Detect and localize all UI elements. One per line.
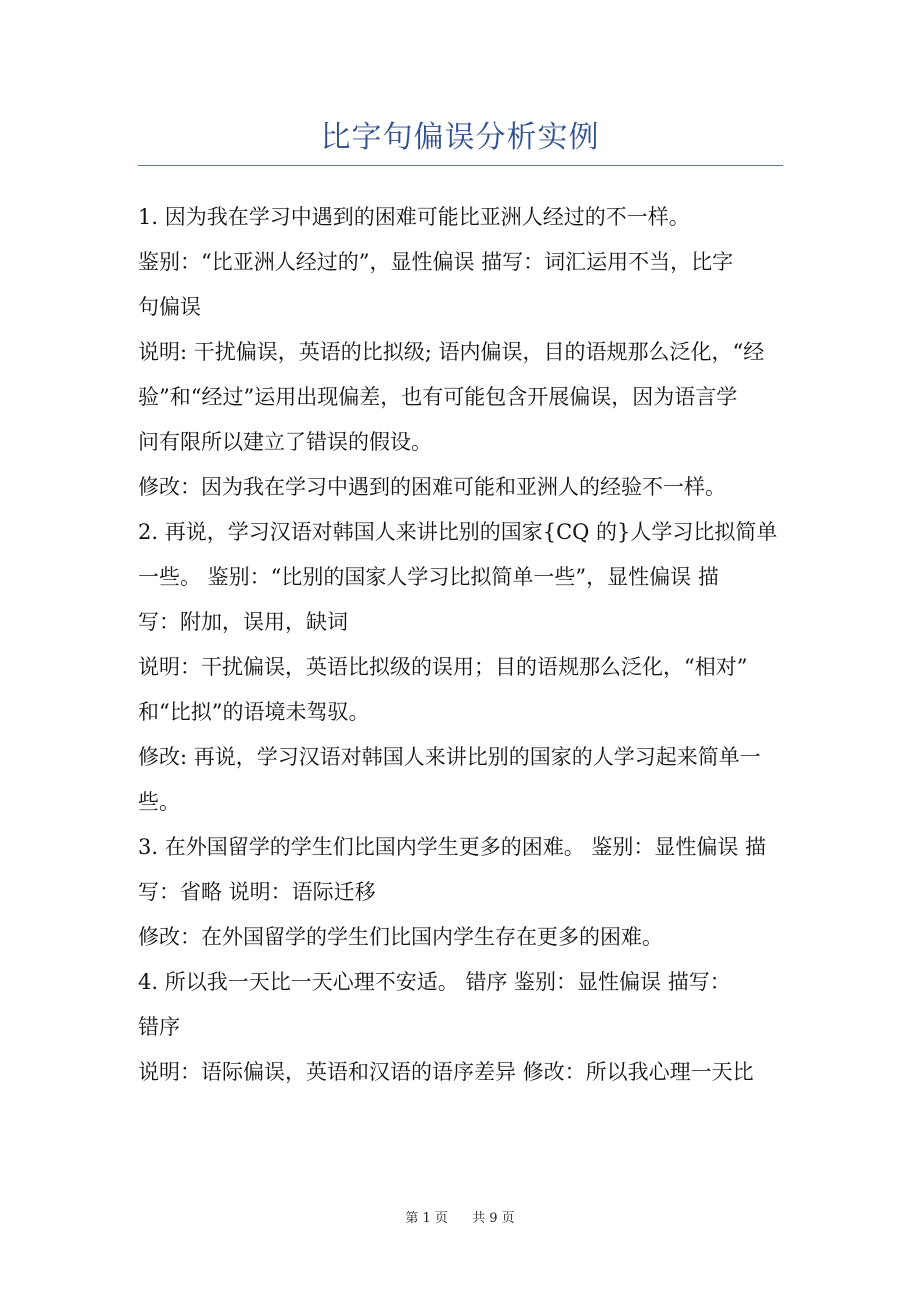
document-title: 比字句偏误分析实例 bbox=[320, 120, 600, 155]
body-line: 说明：语际偏误，英语和汉语的语序差异 修改：所以我心理一天比 bbox=[138, 1060, 754, 1084]
page-total: 共 9 页 bbox=[472, 1211, 515, 1226]
body-line: 错序 bbox=[138, 1015, 180, 1039]
body-line: 2. 再说，学习汉语对韩国人来讲比别的国家{CQ 的}人学习比拟简单 bbox=[138, 520, 778, 544]
page-footer bbox=[0, 1207, 920, 1226]
body-line: 句偏误 bbox=[138, 295, 201, 319]
body-line: 4. 所以我一天比一天心理不安适。 错序 鉴别：显性偏误 描写： bbox=[138, 970, 731, 994]
body-line: 验”和“经过”运用出现偏差，也有可能包含开展偏误，因为语言学 bbox=[138, 385, 738, 409]
body-line: 说明: 干扰偏误，英语的比拟级; 语内偏误，目的语规那么泛化，“经 bbox=[138, 340, 765, 364]
body-line: 和“比拟”的语境未驾驭。 bbox=[138, 700, 370, 724]
body-line: 修改：在外国留学的学生们比国内学生存在更多的困难。 bbox=[138, 925, 663, 949]
body-line: 3. 在外国留学的学生们比国内学生更多的困难。 鉴别：显性偏误 描 bbox=[138, 835, 767, 859]
body-line: 说明：干扰偏误，英语比拟级的误用；目的语规那么泛化，“相对” bbox=[138, 655, 748, 679]
body-line: 些。 bbox=[138, 790, 180, 814]
body-line: 1. 因为我在学习中遇到的困难可能比亚洲人经过的不一样。 bbox=[138, 205, 690, 229]
body-line: 问有限所以建立了错误的假设。 bbox=[138, 430, 432, 454]
body-line: 一些。 鉴别：“比别的国家人学习比拟简单一些”，显性偏误 描 bbox=[138, 565, 719, 589]
page-number: 第 1 页 bbox=[405, 1211, 448, 1226]
body-line: 写：省略 说明：语际迁移 bbox=[138, 880, 376, 904]
body-line: 写：附加，误用，缺词 bbox=[138, 610, 348, 634]
body-line: 鉴别：“比亚洲人经过的”，显性偏误 描写：词汇运用不当，比字 bbox=[138, 250, 734, 274]
document-body bbox=[138, 195, 786, 1095]
body-line: 修改: 再说，学习汉语对韩国人来讲比别的国家的人学习起来简单一 bbox=[138, 745, 761, 769]
title-underline bbox=[138, 165, 783, 166]
body-line: 修改：因为我在学习中遇到的困难可能和亚洲人的经验不一样。 bbox=[138, 475, 726, 499]
